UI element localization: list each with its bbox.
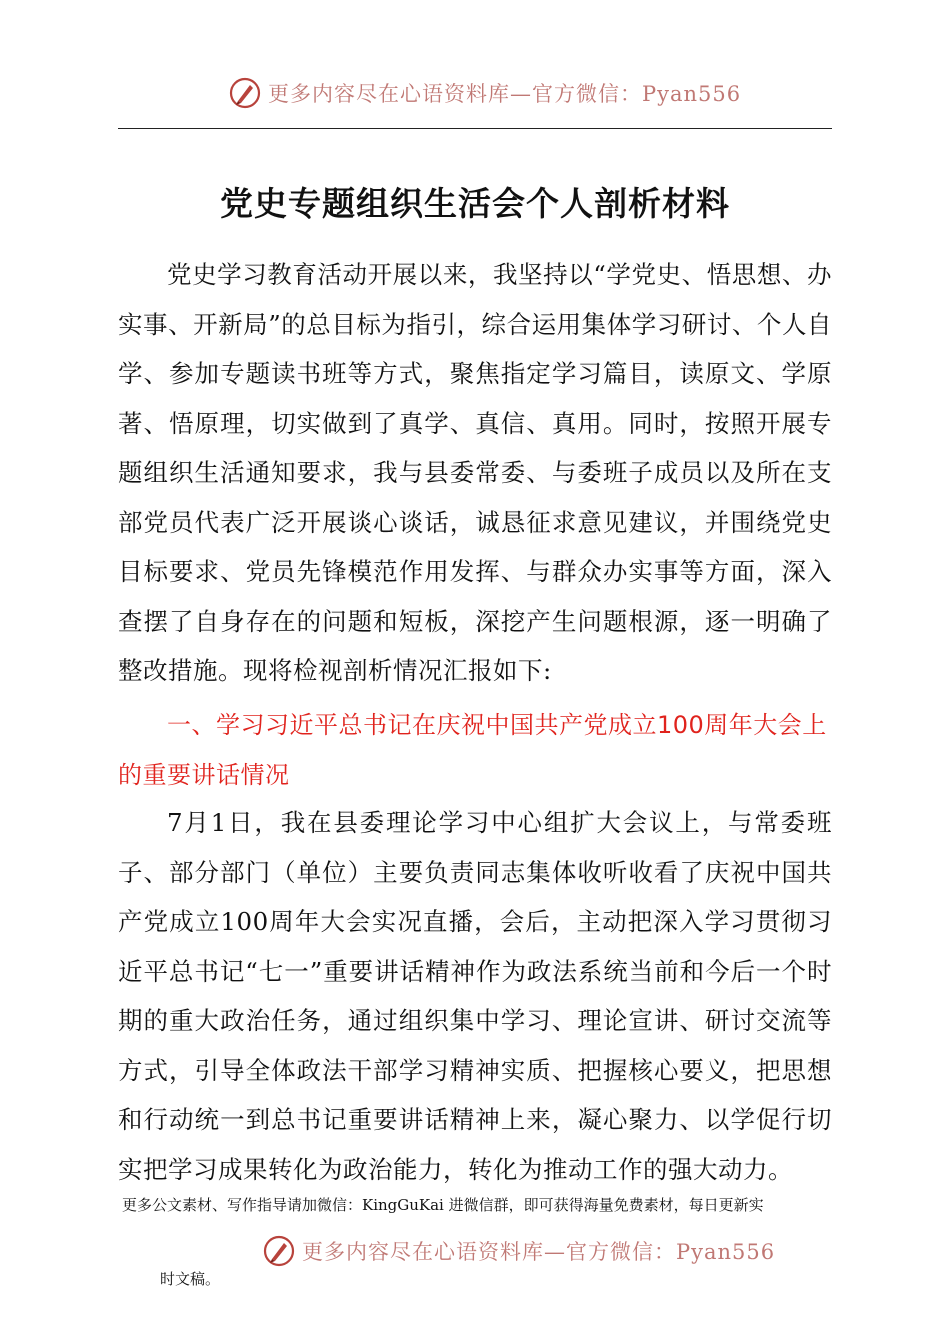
header-banner <box>228 76 741 110</box>
paragraph-intro: 党史学习教育活动开展以来，我坚持以“学党史、悟思想、办实事、开新局”的总目标为指引，综合运用集体学习研讨、个人自学、参加专题读书班等方式，聚焦指定学习篇目，读原文、学原著、悟原理，切实做到了真学、真信、真用。同时，按照开展专题组织生活通知要求，我与县委常委、与委班子成员以及所在支部党员代表广泛开展谈心谈话，诚恳征求意见建议，并围绕党史目标要求、党员先锋模范作用发挥、与群众办实事等方面，深入查摆了自身存在的问题和短板，深挖产生问题根源，逐一明确了整改措施。现将检视剖析情况汇报如下: <box>118 260 832 685</box>
document-title: 党史专题组织生活会个人剖析材料 <box>220 184 730 223</box>
header-divider <box>118 128 832 129</box>
banner-text: 更多内容尽在心语资料库—官方微信：Pyan556 <box>268 82 742 106</box>
pen-logo-icon <box>262 1234 296 1268</box>
pen-logo-icon <box>228 76 262 110</box>
banner-text: 更多内容尽在心语资料库—官方微信：Pyan556 <box>302 1240 776 1264</box>
footer-note: 更多公文素材、写作指导请加微信：KingGuKai 进微信群，即可获得海量免费素材，每日更新实 <box>122 1196 764 1214</box>
footer-note-continued: 时文稿。 <box>160 1270 221 1288</box>
footer-banner <box>262 1234 775 1268</box>
section-heading: 一、学习习近平总书记在庆祝中国共产党成立100周年大会上的重要讲话情况 <box>118 711 827 789</box>
paragraph-section-1: 7月1日，我在县委理论学习中心组扩大会议上，与常委班子、部分部门（单位）主要负责同志集体收听收看了庆祝中国共产党成立100周年大会实况直播，会后，主动把深入学习贯彻习近平总书记“七一”重要讲话精神作为政法系统当前和今后一个时期的重大政治任务，通过组织集中学习、理论宣讲、研讨交流等方式，引导全体政法干部学习精神实质、把握核心要义，把思想和行动统一到总书记重要讲话精神上来，凝心聚力、以学促行切实把学习成果转化为政治能力，转化为推动工作的强大动力。 <box>118 808 832 1184</box>
